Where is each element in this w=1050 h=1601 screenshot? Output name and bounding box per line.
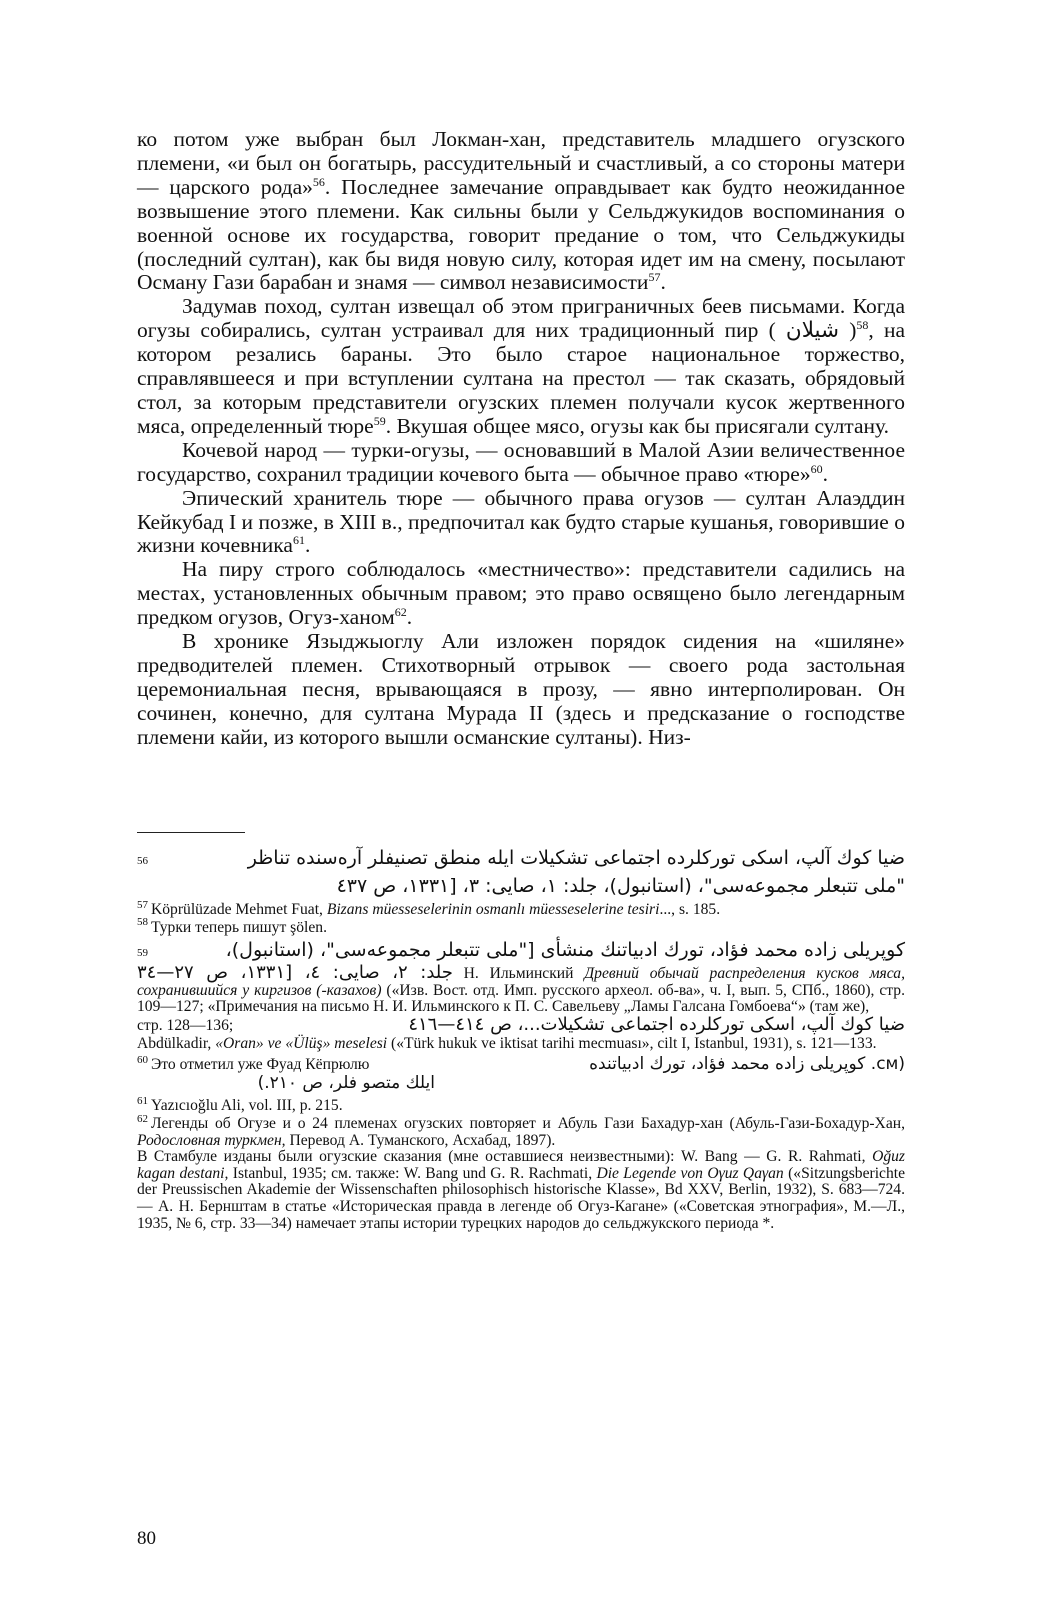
text-run: . [406,605,413,630]
paragraph-3 [137,439,905,487]
footnote-text: Это отметил уже Фуад Кёпрюлю [151,1056,370,1074]
footnote-60 [137,1053,905,1075]
text-run: Кочевой народ — турки-огузы, — основавший в Малой Азии величественное государство, сохранил традиции кочевого быта — обычное право «тюре» [137,437,905,486]
footnote-text: Н. Ильминский [463,965,585,983]
arabic-word: ﺷﻴﻼﻥ [785,318,840,344]
footnote-59-line3 [137,1013,905,1035]
footnote-62 [137,1112,905,1232]
arabic-citation: كوپريلى زادە محمد فؤاد، تورك ادبياتنك منشأى ["ملى تتبعلر مجموعەسى"، (استانبول)، [225,939,905,962]
text-run: . [660,270,666,295]
footnote-title: Oğuz kagan destani, [137,1148,905,1182]
text-run: На пиру строго соблюдалось «местничество»: представители садились на местах, установленных обычным правом; это право освящено было легендарным предком огузов, Огуз-ханом [137,557,905,630]
footnote-61 [137,1095,905,1115]
footnote-title: Древний обычай распределения кусков мяса, сохранившийся у киргизов (-казахов) [137,965,905,999]
footnote-text: Перевод А. Туманского, Асхабад, 1897). [285,1131,556,1149]
text-run: Задумав поход, султан извещал об этом приграничных беев письмами. Когда огузы собирались, султан устраивал для них традиционный пир ( [137,294,905,343]
footnote-text: В Стамбуле изданы были огузские сказания (мне оставшиеся неизвестными): W. Bang — G. R. Rahmati, [137,1148,873,1166]
footnote-ref-60: 60 [810,461,823,476]
footnote-title: Bizans müesseselerinin osmanlı müesseselerine tesiri [326,901,660,918]
footnote-text: стр. 128—136; [137,1016,234,1034]
main-text-column [137,128,905,750]
text-run: ) [839,318,857,343]
arabic-citation: ضيا كوك آلپ، اسكى توركلرده اجتماعى تشكيلات ايله منطق تصنيفلر آرەسندە تناظر [247,847,905,869]
footnote-56: 56 ضيا كوك آلپ، اسكى توركلرده اجتماعى تشكيلات ايله منطق تصنيفلر آرەسندە تناظر [137,845,905,872]
footnote-text: ..., s. 185. [659,901,721,918]
footnote-text: Abdülkadir, [137,1034,216,1052]
footnote-title: Родословная туркмен, [137,1131,286,1149]
footnote-ref-57: 57 [648,270,661,285]
footnote-number: 61 [137,1095,148,1108]
footnote-text: («Изв. Вост. отд. Имп. русского археол. об-ва», ч. I, вып. 5, СПб., 1860), стр. 109—127; «Примечания на письмо Н. И. Ильминского к П. С. Савельеву „Ламы Галсана Гомбоева“» (там же), [137,981,905,1016]
text-run: В хронике Языджыоглу Али изложен порядок сидения на «шиляне» предводителей племен. Стихотворный отрывок — своего рода застольная церемониальная песня, врывающаяся в прозу, — явно интерполирован. Он сочинен, конечно, для султана Мурада II (здесь и предсказание о господстве племени кайи, из которого вышли османские султаны). Низ- [137,629,905,749]
footnote-title: Die Legende von Oγuz Qaγan [596,1164,784,1182]
footnote-ref-62: 62 [394,604,407,619]
footnote-number: 57 [137,898,148,911]
footnote-56-cont [137,873,905,900]
footnote-title: «Oran» ve «Ülüş» meselesi [215,1034,388,1052]
footnote-57 [137,898,905,919]
footnote-text: Легенды об Огузе и о 24 племенах огузских повторяет и Абуль Гази Бахадур-хан (Абуль-Гази-Бохадур-Хан, [151,1114,905,1132]
text-run: . Вкушая общее мясо, огузы как бы присягали султану. [385,413,889,438]
footnote-59: 59 كوپريلى زادە محمد فؤاد، تورك ادبياتنك منشأى ["ملى تتبعلر مجموعەسى"، (استانبول)، [137,937,905,964]
footnotes [137,845,905,1233]
footnote-text: Köprülüzade Mehmet Fuat, [151,901,327,918]
footnote-number: 62 [137,1112,148,1125]
footnote-ref-59: 59 [373,413,386,428]
footnote-text: («Sitzungsberichte der Preussischen Akademie der Wissenschaften philosophisch historische Klasse», Bd XXV, Berlin, 1932), S. 683—724. — А. Н. Бернштам в статье «Историческая правда в легенде об Огуз-Кагане» («Советская этнография», М.—Л., 1935, № 6, стр. 33—34) намечает этапы истории турецких народов до сельджукского периода *. [137,1164,905,1232]
text-run: Эпический хранитель тюре — обычного права огузов — султан Алаэддин Кейкубад I и позже, в XIII в., предпочитал как будто старые кушанья, говорившие о жизни кочевника [137,485,905,558]
arabic-citation: جلد: ٢، صايى: ٤، [١٣٣١، ص ٢٧—٣٤ [137,962,453,984]
text-run: . [822,461,828,486]
footnote-number: 60 [137,1053,148,1066]
arabic-citation: "ملى تتبعلر مجموعەسى"، (استانبول)، جلد: ١، صايى: ٣، [١٣٣١، ص ٤٣٧ [336,875,905,897]
footnote-separator [137,832,245,833]
footnote-ref-61: 61 [292,533,305,548]
text-run: . [304,533,311,558]
arabic-citation: ضيا كوك آلپ، اسكى توركلرده اجتماعى تشكيلات...، ص ٤١٤—٤١٦ [408,1013,905,1035]
arabic-citation: (см. كوپريلى زادە محمد فؤاد، تورك ادبياتندە [589,1054,905,1075]
footnote-ref-56: 56 [312,174,325,189]
footnote-ref-58: 58 [856,318,869,333]
paragraph-6 [137,630,905,750]
text-run: , на котором резались бараны. Это было старое национальное торжество, справлявшееся и при вступлении султана на престол — так сказать, обрядовый стол, за которым представители огузских племен получали кусок жертвенного мяса, определенный тюре [137,318,905,438]
footnote-text: Istanbul, 1935; см. также: W. Bang und G. R. Rachmati, [228,1164,597,1182]
footnote-text: Yazıcıoğlu Ali, vol. III, p. 215. [151,1097,343,1115]
paragraph-4 [137,487,905,559]
page-number: 80 [137,1528,156,1549]
footnote-text: («Türk hukuk ve iktisat tarihi mecmuası», cilt I, Istanbul, 1931), s. 121—133. [387,1034,877,1052]
footnote-59-line4 [137,1036,905,1053]
text-run: . Последнее замечание оправдывает как будто неожиданное возвышение этого племени. Как сильны были у Сельджукидов воспоминания о военной основе их государства, говорит предание о том, что Сельджукиды (последний султан), как бы видя новую силу, которая идет им на смену, посылают Осману Гази барабан и знамя — символ независимости [137,174,905,295]
footnote-60-cont [137,1072,905,1093]
footnote-59-line2 [137,962,905,1016]
paragraph-2 [137,295,905,438]
body-text [137,128,905,750]
footnote-text: Турки теперь пишут şölen. [151,918,327,936]
arabic-citation: ايلك متصو فلر، ص ٢١٠.) [257,1072,435,1093]
paragraph-1 [137,128,905,295]
paragraph-5 [137,558,905,630]
footnote-number: 58 [137,916,148,929]
footnote-58 [137,916,905,937]
text-run: ко потом уже выбран был Локман-хан, представитель младшего огузского племени, «и был он богатырь, рассудительный и счастливый, а со стороны матери — царского рода» [137,127,905,199]
